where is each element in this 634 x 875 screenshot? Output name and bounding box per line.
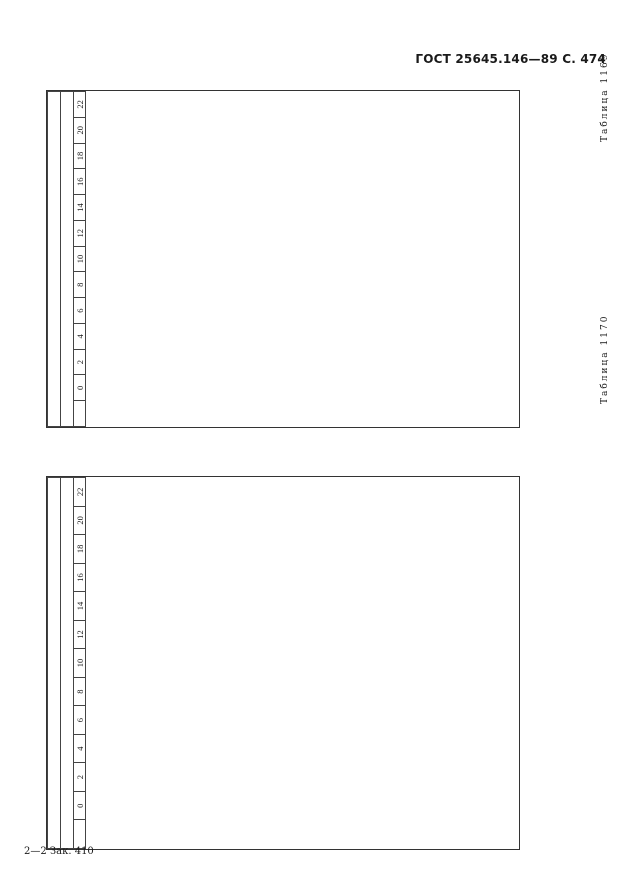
column-header: 0 <box>74 791 86 820</box>
table-subcaption <box>61 478 74 849</box>
column-header: 10 <box>74 246 86 272</box>
table-1170-body <box>86 478 519 849</box>
column-header: 14 <box>74 195 86 221</box>
column-header <box>74 820 86 849</box>
column-header: 20 <box>74 506 86 535</box>
column-header: 10 <box>74 649 86 678</box>
column-header: 6 <box>74 706 86 735</box>
column-header: 12 <box>74 220 86 246</box>
page-footer: 2—2 Зак. 410 <box>24 846 94 857</box>
page-header: ГОСТ 25645.146—89 С. 474 <box>415 52 606 66</box>
column-header: 8 <box>74 272 86 298</box>
column-header: 14 <box>74 592 86 621</box>
table-caption <box>48 478 61 849</box>
table-caption <box>48 92 61 427</box>
column-header: 4 <box>74 734 86 763</box>
column-header: 20 <box>74 117 86 143</box>
column-header <box>74 401 86 427</box>
table-1170 <box>46 476 520 850</box>
column-header: 2 <box>74 349 86 375</box>
column-header: 2 <box>74 763 86 792</box>
column-header: 0 <box>74 375 86 401</box>
column-header: 16 <box>74 169 86 195</box>
column-header: 8 <box>74 677 86 706</box>
column-header: 22 <box>74 478 86 507</box>
column-header: 22 <box>74 92 86 118</box>
table-1170-grid <box>47 477 519 849</box>
column-header: 16 <box>74 563 86 592</box>
table-subcaption <box>61 92 74 427</box>
table-1169-grid <box>47 91 519 427</box>
column-header: 6 <box>74 298 86 324</box>
column-header: 12 <box>74 620 86 649</box>
table-1169-body <box>86 92 519 427</box>
table-1170-label: Таблица 1170 <box>600 314 610 404</box>
table-1169 <box>46 90 520 428</box>
column-header: 4 <box>74 323 86 349</box>
table-1169-label: Таблица 1169 <box>600 52 610 142</box>
column-header: 18 <box>74 143 86 169</box>
column-header: 18 <box>74 535 86 564</box>
